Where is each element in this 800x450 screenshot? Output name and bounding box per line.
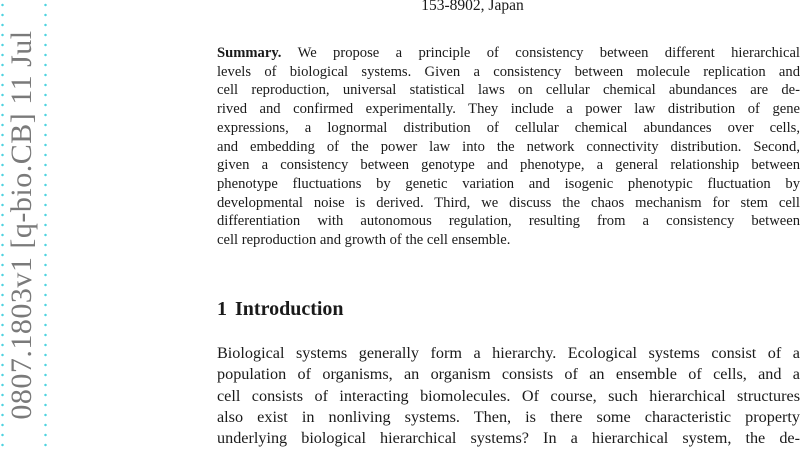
intro-line: cell consists of interacting biomolecules. Of course, such hierarchical structures (217, 386, 800, 405)
margin-dotted-border-right (44, 0, 47, 450)
summary-abstract (217, 44, 800, 250)
summary-label: Summary. (217, 45, 282, 61)
author-affiliation (0, 0, 800, 16)
section-number: 1 (217, 298, 227, 320)
summary-line: rived and confirmed experimentally. They include a power law distribution of gene (217, 101, 800, 118)
summary-line: developmental noise is derived. Third, we discuss the chaos mechanism for stem cell (217, 194, 800, 211)
affiliation-line: 153-8902, Japan (421, 0, 524, 14)
intro-line: Biological systems generally form a hierarchy. Ecological systems consist of a (217, 344, 800, 362)
introduction-paragraph (217, 343, 800, 449)
section-title: Introduction (235, 298, 344, 320)
arxiv-identifier-stamp: 0807.1803v1 [q-bio.CB] 11 Jul (5, 30, 38, 420)
summary-line: phenotype fluctuations by genetic variation and isogenic phenotypic fluctuation by (217, 175, 800, 192)
summary-line: cell reproduction and growth of the cell ensemble. (217, 232, 511, 249)
intro-line: population of organisms, an organism consists of an ensemble of cells, and a (217, 365, 800, 384)
summary-line: differentiation with autonomous regulation, resulting from a consistency between (217, 213, 800, 230)
summary-line: expressions, a lognormal distribution of cellular chemical abundances over cells, (217, 119, 800, 136)
summary-line: levels of biological systems. Given a consistency between molecule replication and (217, 63, 800, 80)
summary-line: given a consistency between genotype and phenotype, a general relationship between (217, 157, 800, 174)
margin-dotted-border-left (1, 0, 4, 450)
summary-line: and embedding of the power law into the network connectivity distribution. Second, (217, 138, 800, 155)
summary-line: cell reproduction, universal statistical laws on cellular chemical abundances are de- (217, 82, 800, 99)
summary-line: Summary. We propose a principle of consistency between different hierarchical (217, 45, 800, 61)
intro-line: underlying biological hierarchical systems? In a hierarchical system, the de- (217, 429, 800, 448)
intro-line: also exist in nonliving systems. Then, is there some characteristic property (217, 407, 800, 426)
section-heading-introduction (217, 296, 344, 322)
